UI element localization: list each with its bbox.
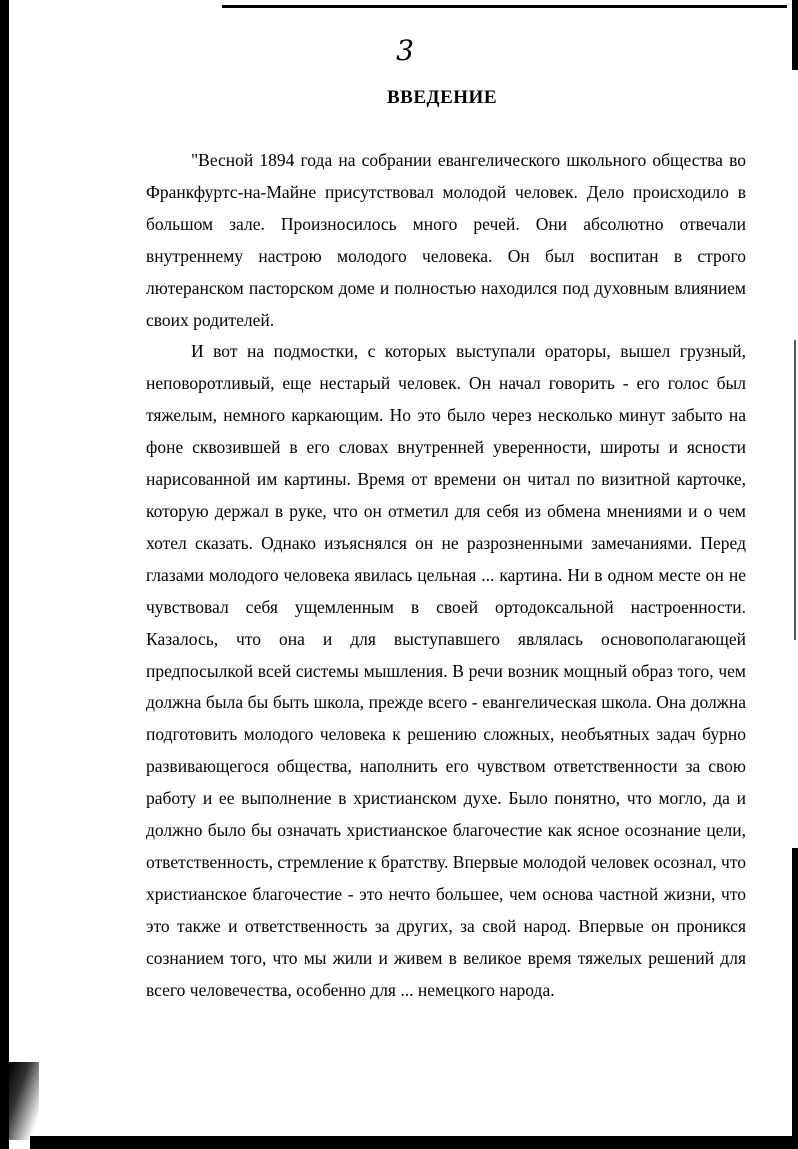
scan-border-bottom bbox=[30, 1136, 798, 1149]
scan-border-top bbox=[222, 5, 787, 8]
page-number: 3 bbox=[396, 34, 414, 67]
scan-border-left bbox=[0, 0, 9, 1149]
page-title: ВВЕДЕНИЕ bbox=[387, 87, 497, 108]
scan-border-right-middle bbox=[794, 340, 796, 640]
paragraph: "Весной 1894 года на собрании евангелического школьного общества во Франкфуртс-на-Майне присутствовал молодой человек. Дело происходило в большом зале. Произносилось много речей. Они абсолютно отвечали внутреннему настрою молодого человека. Он был воспитан в строго лютеранском пасторском доме и полностью находился под духовным влиянием своих родителей. bbox=[146, 150, 746, 330]
scan-border-right-bottom bbox=[792, 848, 798, 1149]
scan-smudge bbox=[9, 1062, 39, 1140]
scan-border-right-top bbox=[792, 0, 798, 70]
paragraph: И вот на подмостки, с которых выступали ораторы, вышел грузный, неповоротливый, еще нестарый человек. Он начал говорить - его голос был тяжелым, немного каркающим. Но это было через несколько минут забыто на фоне сквозившей в его словах внутренней уверенности, широты и ясности нарисованной им картины. Время от времени он читал по визитной карточке, которую держал в руке, что он отметил для себя из обмена мнениями и о чем хотел сказать. Однако изъяснялся он не разрозненными замечаниями. Перед глазами молодого человека явилась цельная ... картина. Ни в одном месте он не чувствовал себя ущемленным в своей ортодоксальной настроенности. Казалось, что она и для выступавшего являлась основополагающей предпосылкой всей системы мышления. В речи возник мощный образ того, чем должна была бы быть школа, прежде всего - евангелическая школа. Она должна подготовить молодого человека к решению сложных, необъятных задач бурно развивающегося общества, наполнить его чувством ответственности за свою работу и ее выполнение в христианском духе. Было понятно, что могло, да и должно было бы означать христианское благочестие как ясное осознание цели, ответственность, стремление к братству. Впервые молодой человек осознал, что христианское благочестие - это нечто большее, чем основа частной жизни, что это также и ответственность за других, за свой народ. Впервые он проникся сознанием того, что мы жили и живем в великое время тяжелых решений для всего человечества, особенно для ... немецкого народа. bbox=[146, 341, 746, 1000]
body-text bbox=[146, 145, 746, 1006]
